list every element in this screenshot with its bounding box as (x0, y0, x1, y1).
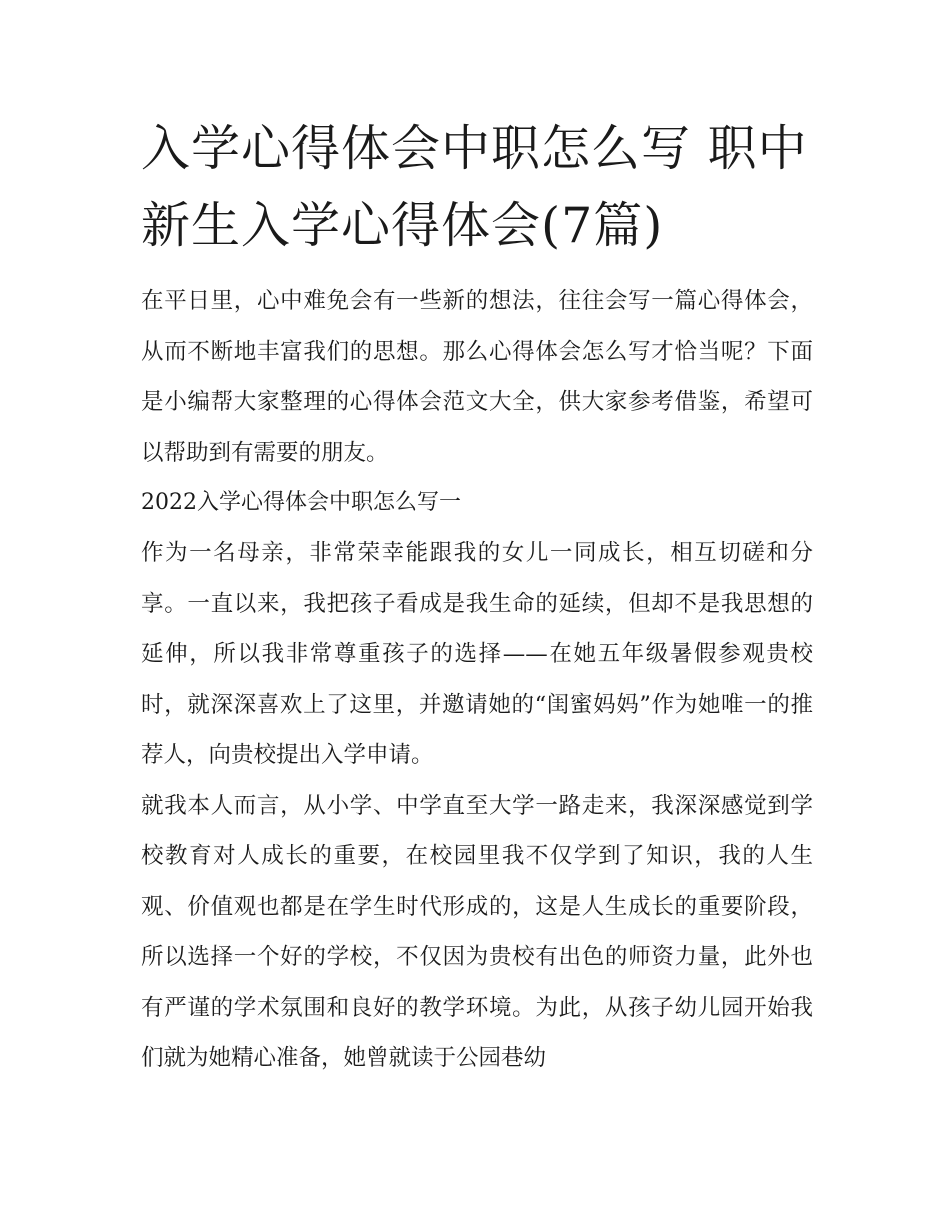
body-paragraph-1: 作为一名母亲，非常荣幸能跟我的女儿一同成长，相互切磋和分享。一直以来，我把孩子看成是我生命的延续，但却不是我思想的延伸，所以我非常尊重孩子的选择——在她五年级暑假参观贵校时，就深深喜欢上了这里，并邀请她的“闺蜜妈妈”作为她唯一的推荐人，向贵校提出入学申请。 (141, 540, 813, 768)
document-title: 入学心得体会中职怎么写 职中新生入学心得体会(7篇) (141, 120, 808, 254)
section-heading: 2022入学心得体会中职怎么写一 (141, 490, 461, 515)
body-paragraph-2: 就我本人而言，从小学、中学直至大学一路走来，我深深感觉到学校教育对人成长的重要，在校园里我不仅学到了知识，我的人生观、价值观也都是在学生时代形成的，这是人生成长的重要阶段，所以选择一个好的学校，不仅因为贵校有出色的师资力量，此外也有严谨的学术氛围和良好的教学环境。为此，从孩子幼儿园开始我们就为她精心准备，她曾就读于公园巷幼 (141, 792, 813, 1071)
intro-paragraph: 在平日里，心中难免会有一些新的想法，往往会写一篇心得体会，从而不断地丰富我们的思想。那么心得体会怎么写才恰当呢？下面是小编帮大家整理的心得体会范文大全，供大家参考借鉴，希望可以帮助到有需要的朋友。 (141, 288, 813, 466)
document-page (141, 110, 813, 1084)
